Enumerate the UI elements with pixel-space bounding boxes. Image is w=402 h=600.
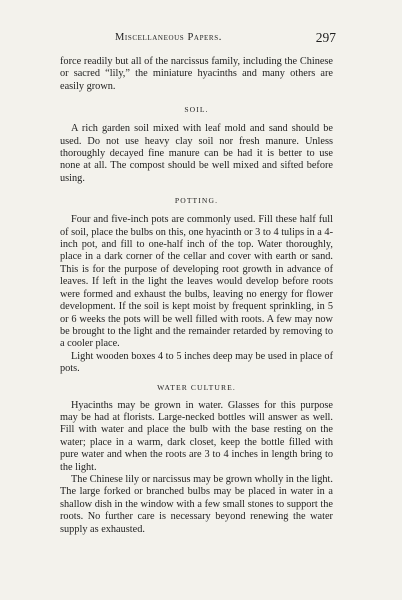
section-heading-soil: SOIL.	[184, 105, 209, 115]
section-heading-potting: POTTING.	[174, 196, 219, 206]
running-head	[60, 30, 336, 46]
paragraph-potting: Four and five-inch pots are commonly used. Fill these half full of soil, place the bulbs on this, one hyacinth or 3 to 4 tulips in a 4-inch pot, and fill to one-half inch of the top. Water thoroughly, place in a dark corner of the cellar and cover with earth or sand. This is for the purpose of developing root growth in advance of leaves. If left in the light the leaves would develop before roots were formed and exhaust the bulbs, leaving no energy for flower development. If the soil is kept moist by frequent sprinkling, in 5 or 6 weeks the pots will be well filled with roots. A few may now be brought to the light and the remainder retarded by removing to a cooler place.	[60, 214, 333, 350]
section-heading-water-culture: WATER CULTURE.	[157, 382, 236, 392]
paragraph-hyacinths: Hyacinths may be grown in water. Glasses for this purpose may be had at florists. Large-necked bottles will answer as well. Fill with water and place the bulb with the base resting on the water; place in a warm, dark closet, keep the bottle filled with pure water and when the roots are 3 to 4 inches in length bring to the light.	[60, 399, 333, 473]
paragraph-wooden-boxes: Light wooden boxes 4 to 5 inches deep may be used in place of pots.	[60, 350, 333, 375]
page-number: 297	[315, 30, 336, 45]
page-body	[60, 56, 333, 536]
paragraph-soil: A rich garden soil mixed with leaf mold and sand should be used. Do not use heavy clay soil nor fresh manure. Unless thoroughly decayed fine manure can be had it is better to use none at all. The compost should be well mixed and sifted before using.	[60, 123, 333, 184]
paragraph-continuation: force readily but all of the narcissus family, including the Chinese or sacred “lily,” the miniature hyacinths and many others are easily grown.	[60, 56, 333, 92]
paragraph-chinese-lily: The Chinese lily or narcissus may be grown wholly in the light. The large forked or branched bulbs may be placed in water in a shallow dish in the window with a few small stones to support the roots. No further care is necessary beyond renewing the water supply as exhausted.	[60, 473, 333, 535]
running-title: Miscellaneous Papers.	[115, 32, 222, 43]
